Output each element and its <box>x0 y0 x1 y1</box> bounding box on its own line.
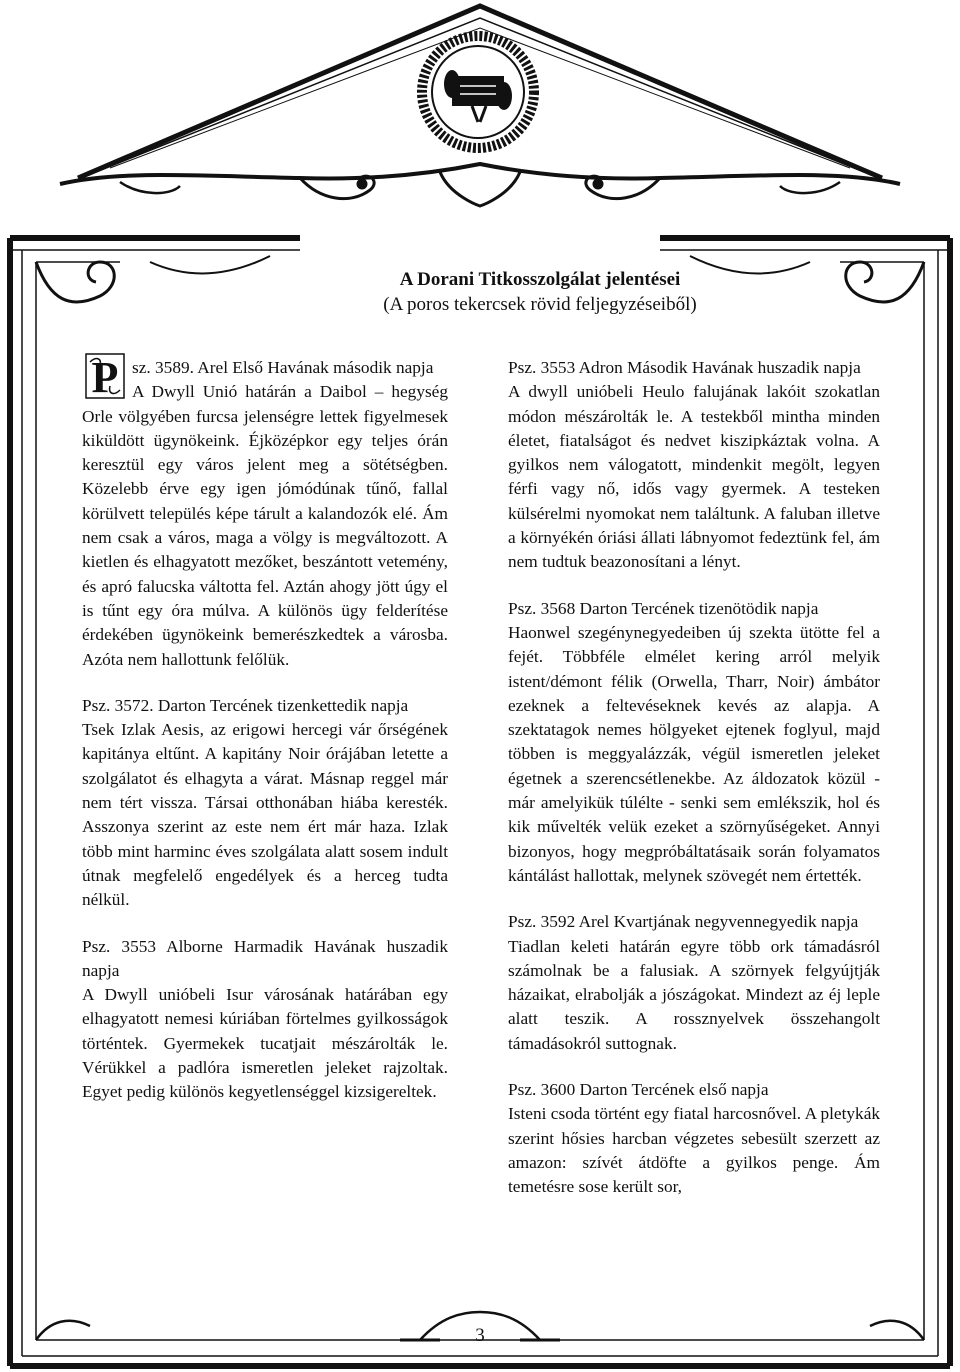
entry-heading: Psz. 3553 Alborne Harmadik Havának huszadik napja <box>82 936 448 980</box>
entry-heading: Psz. 3592 Arel Kvartjának negyvennegyedik napja <box>508 912 859 932</box>
scroll-emblem-icon <box>422 36 534 148</box>
report-entry <box>508 1078 880 1199</box>
report-entry <box>508 356 880 575</box>
right-column <box>508 356 880 1222</box>
report-entry <box>82 694 448 913</box>
report-entry <box>508 910 880 1056</box>
entry-body: Haonwel szegénynegyedeiben új szekta ütötte fel a fejét. Többféle elmélet kering arról melyik istent/démont félik (Orwella, Tharr, Noir) ámbátor ezeknek a feltevéseknek kevés az alapja. A szektatagok nemes hölgyeket ejtenek foglyul, majd többen is meggyalázzák, végül ismeretlen jeleket égetnek a szerencsétlenekbe. Az áldozatok közül - már amelyikük túlélte - senki sem emlékszik, hol és kik művelték velük ezeket a szörnyűségeket. Annyi bizonyos, hogy megpróbáltatásaik során folyamatos kántálást hallottak, melynek szövegét nem értették. <box>508 622 880 885</box>
report-entry <box>508 597 880 889</box>
entry-body: A Dwyll Unió határán a Daibol – hegység Orle völgyében furcsa jelenségre lettek figyelmesek kiküldött ügynökeink. Éjközépkor egy teljes órán keresztül egy város jelent meg a sötétségben. Közelebb érve egy igen jómódúnak tűnő, fallal körülvett település képe tárult a kalandozók elé. Ám nem csak a város, maga a völgy is megváltozott. A kietlen és elhagyatott mezőket, beszántott vetemény, és apró falucska váltotta fel. Aztán ahogy jött úgy el is tűnt egy óra múlva. A különös ügy felderítése érdekében ügynökeink bemerészkedtek a városba. Azóta nem hallottunk felőlük. <box>82 382 448 669</box>
entry-heading: Psz. 3553 Adron Második Havának huszadik napja <box>508 358 861 377</box>
entry-heading: sz. 3589. Arel Első Havának második napja <box>132 358 434 377</box>
entry-heading: Psz. 3568 Darton Tercének tizenötödik napja <box>508 598 819 618</box>
drop-cap-ornament <box>82 352 128 400</box>
entry-body: Isteni csoda történt egy fiatal harcosnővel. A pletykák szerint hősies harcban végzetes sebesült szerzett az amazon: szívét átdöfte a gyilkos penge. Ám temetésre sose került sor, <box>508 1104 880 1197</box>
page-subtitle: (A poros tekercsek rövid feljegyzéseiből) <box>383 294 697 315</box>
page-header <box>260 268 820 318</box>
left-column <box>82 353 448 1127</box>
entry-heading: Psz. 3600 Darton Tercének első napja <box>508 1080 769 1100</box>
entry-body: A Dwyll unióbeli Isur városának határában egy elhagyatott nemesi kúriában förtelmes gyilkosságok történtek. Gyermekek tucatjait mészárolták le. Vérükkel a padlóra ismeretlen jeleket rajzoltak. Egyet pedig különös kegyetlenséggel kizsigereltek. <box>82 985 448 1102</box>
svg-text:P: P <box>91 353 119 400</box>
entry-body: A dwyll unióbeli Heulo falujának lakóit szokatlan módon mészárolták le. A testekből mintha minden életet, fiatalságot és nedvet kiszipkáztak volna. A gyilkos nem válogatott, mindenkit megölt, legyen férfi vagy nő, idős vagy gyermek. A testeken külsérelmi nyomokat nem találtunk. A faluban illetve a környékén óriási állati lábnyomot fedeztünk fel, ám nem tudtuk beazonosítani a lényt. <box>508 382 880 572</box>
page-title: A Dorani Titkosszolgálat jelentései <box>399 269 681 290</box>
page-number: 3 <box>475 1325 485 1346</box>
entry-body: Tiadlan keleti határán egyre több ork támadásról számolnak be a falusiak. A szörnyek felgyújtják házaikat, elrabolják a jószágokat. Mindezt az éj leple alatt teszik. A rossznyelvek összehangolt támadásokról suttognak. <box>508 936 880 1053</box>
report-entry <box>82 935 448 1105</box>
report-entry <box>82 353 448 672</box>
entry-body: Tsek Izlak Aesis, az erigowi hercegi vár őrségének kapitánya eltűnt. A kapitány Noir órájában letette a szolgálatot és elhagyta a várat. Másnap reggel már nem tért vissza. Társai otthonában hiába keresték. Asszonya szerint az este nem ért már haza. Izlak több mint harminc éves szolgálata alatt sosem indult útnak megfelelő engedélyek és a herceg tudta nélkül. <box>82 720 448 910</box>
entry-heading: Psz. 3572. Darton Tercének tizenkettedik napja <box>82 695 409 715</box>
